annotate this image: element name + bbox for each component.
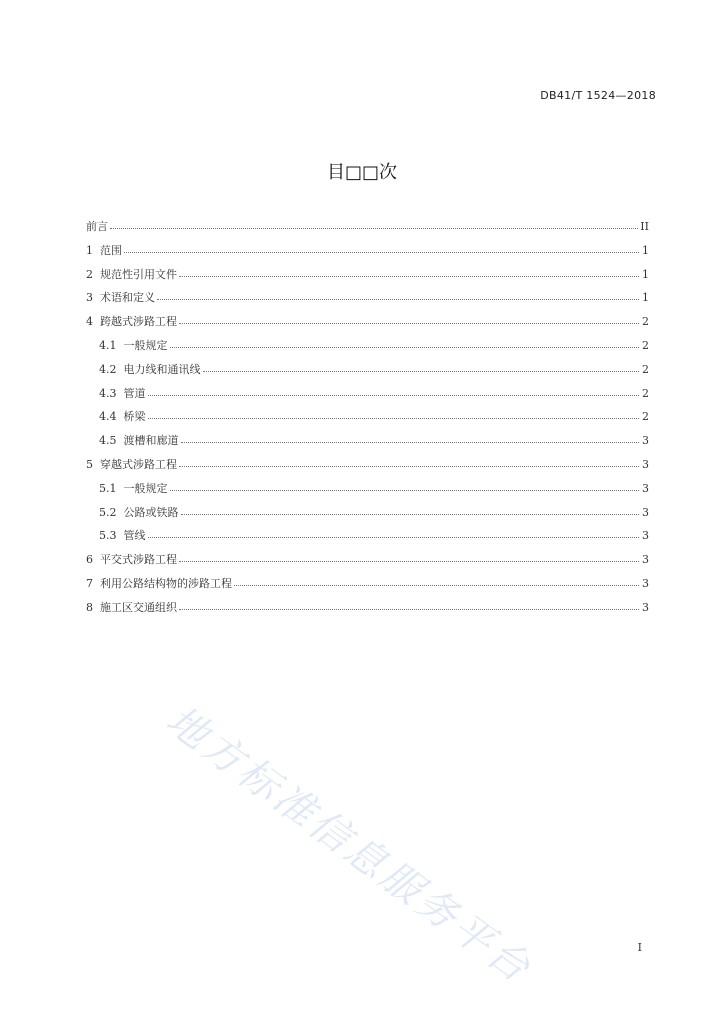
toc-entry-label: 渡槽和廊道: [123, 434, 179, 448]
toc-entry[interactable]: [86, 552, 649, 576]
toc-entry-number: 5.1: [99, 481, 124, 495]
toc-dot-leader: [234, 575, 639, 586]
toc-dot-leader: [179, 599, 639, 610]
toc-entry-number: 4.1: [99, 338, 124, 352]
toc-entry-page: 2: [642, 362, 649, 376]
toc-entry-label: 术语和定义: [100, 291, 155, 305]
page-title: 目□□次: [326, 162, 397, 183]
toc-entry-label: 穿越式涉路工程: [100, 457, 177, 471]
toc-entry-label: 电力线和通讯线: [123, 362, 201, 376]
toc-dot-leader: [179, 551, 639, 562]
toc-entry-label: 管道: [123, 386, 146, 400]
toc-entry-page: 2: [642, 386, 649, 400]
toc-entry-label: 跨越式涉路工程: [100, 315, 177, 329]
toc-dot-leader: [181, 432, 640, 443]
toc-entry-page: 1: [642, 243, 649, 257]
toc-dot-leader: [148, 408, 640, 419]
toc-entry-number: 5: [86, 457, 100, 471]
toc-entry-number: 8: [86, 600, 100, 614]
toc-entry[interactable]: [86, 314, 649, 338]
toc-entry[interactable]: [86, 576, 649, 600]
toc-dot-leader: [110, 218, 638, 229]
toc-entry-page: 3: [642, 553, 649, 567]
toc-entry-page: 3: [642, 576, 649, 590]
toc-dot-leader: [181, 504, 640, 515]
toc-entry-number: 4.3: [99, 386, 124, 400]
toc-dot-leader: [203, 361, 640, 372]
toc-entry-number: 4.4: [99, 410, 124, 424]
toc-entry-page: 1: [642, 267, 649, 281]
toc-entry-page: 2: [642, 315, 649, 329]
toc-entry-label: 前言: [86, 220, 108, 233]
toc-dot-leader: [124, 242, 639, 253]
toc-entry-number: 4.2: [99, 362, 124, 376]
toc-entry[interactable]: [86, 243, 649, 267]
toc-dot-leader: [157, 289, 639, 300]
toc-entry[interactable]: [86, 386, 649, 410]
toc-entry-label: 规范性引用文件: [100, 267, 177, 281]
toc-dot-leader: [148, 527, 640, 538]
toc-entry-label: 公路或铁路: [123, 505, 179, 519]
toc-entry-page: 2: [642, 410, 649, 424]
toc-entry-page: 3: [642, 505, 649, 519]
toc-entry-page: 3: [642, 600, 649, 614]
toc-entry[interactable]: [86, 528, 649, 552]
toc-dot-leader: [179, 456, 639, 467]
toc-entry-number: 7: [86, 576, 100, 590]
toc-entry-page: 3: [642, 434, 649, 448]
toc-entry-number: 5.3: [99, 529, 124, 543]
toc-entry[interactable]: [86, 600, 649, 624]
toc-entry[interactable]: [86, 338, 649, 362]
toc-entry-number: 1: [86, 243, 100, 257]
toc-entry-page: 3: [642, 457, 649, 471]
toc-entry-number: 4: [86, 315, 100, 329]
toc-entry-label: 范围: [100, 243, 122, 257]
toc-entry-label: 一般规定: [123, 481, 168, 495]
table-of-contents: [86, 219, 649, 624]
toc-entry[interactable]: [86, 219, 649, 243]
toc-entry-page: 3: [642, 529, 649, 543]
toc-entry[interactable]: [86, 505, 649, 529]
toc-entry-number: 3: [86, 291, 100, 305]
toc-entry-number: 6: [86, 553, 100, 567]
toc-dot-leader: [170, 480, 640, 491]
watermark: 地方标准信息服务平台: [157, 697, 541, 994]
toc-dot-leader: [148, 385, 640, 396]
toc-entry[interactable]: [86, 290, 649, 314]
toc-dot-leader: [179, 266, 639, 277]
footer-page-number: I: [637, 941, 642, 954]
toc-entry[interactable]: [86, 457, 649, 481]
toc-entry[interactable]: [86, 433, 649, 457]
toc-entry-page: 3: [642, 481, 649, 495]
toc-entry-number: 5.2: [99, 505, 124, 519]
toc-entry-label: 管线: [123, 529, 146, 543]
header-standard-code: DB41/T 1524—2018: [540, 89, 656, 102]
toc-entry[interactable]: [86, 362, 649, 386]
toc-entry-page: 1: [642, 291, 649, 305]
toc-entry[interactable]: [86, 481, 649, 505]
toc-dot-leader: [179, 313, 639, 324]
toc-entry-label: 施工区交通组织: [100, 600, 177, 614]
toc-entry[interactable]: [86, 409, 649, 433]
toc-entry-label: 利用公路结构物的涉路工程: [100, 576, 232, 590]
toc-dot-leader: [170, 337, 640, 348]
toc-entry[interactable]: [86, 267, 649, 291]
toc-entry-page: 2: [642, 338, 649, 352]
toc-entry-label: 桥梁: [123, 410, 146, 424]
toc-entry-number: 2: [86, 267, 100, 281]
toc-entry-number: 4.5: [99, 434, 124, 448]
toc-entry-page: II: [640, 220, 649, 233]
toc-entry-label: 一般规定: [123, 338, 168, 352]
toc-entry-label: 平交式涉路工程: [100, 553, 177, 567]
